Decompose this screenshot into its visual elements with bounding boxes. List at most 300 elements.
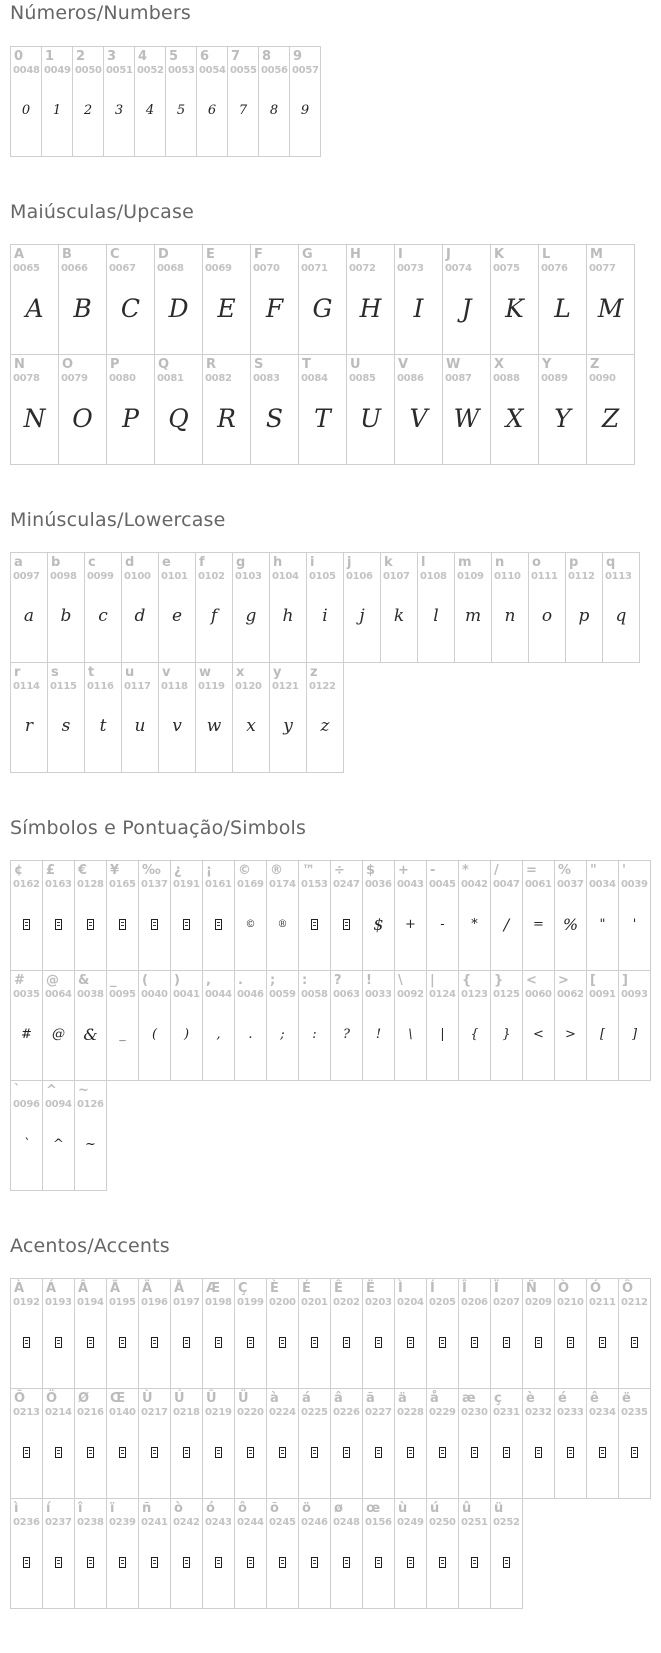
char-unicode-code: 0229 (429, 1407, 456, 1418)
char-glyph (171, 1309, 202, 1376)
char-cell (267, 1279, 299, 1389)
char-unicode-code: 0118 (161, 681, 188, 692)
char-cell (85, 663, 122, 773)
char-unicode-code: 0075 (493, 263, 520, 274)
char-glyph: " (599, 917, 606, 932)
char-unicode-code: 0174 (269, 879, 296, 890)
missing-glyph-box (567, 1337, 574, 1348)
missing-glyph-box (183, 1557, 190, 1568)
missing-glyph-box (151, 1337, 158, 1348)
missing-glyph-box (215, 1337, 222, 1348)
char-unicode-code: 0124 (429, 989, 456, 1000)
char-row (11, 1081, 651, 1191)
missing-glyph-box (439, 1337, 446, 1348)
char-label: œ (366, 1501, 381, 1516)
char-glyph: t (99, 716, 107, 736)
char-unicode-code: 0082 (205, 373, 232, 384)
char-cell (203, 245, 251, 355)
char-label: & (78, 973, 90, 988)
char-cell (587, 1389, 619, 1499)
missing-glyph-box (55, 1447, 62, 1458)
char-glyph (139, 1529, 170, 1596)
char-cell (555, 1389, 587, 1499)
char-unicode-code: 0039 (621, 879, 648, 890)
char-glyph: 9 (300, 103, 310, 118)
char-label: ä (398, 1391, 407, 1406)
char-label: b (51, 555, 61, 570)
char-unicode-code: 0201 (301, 1297, 328, 1308)
char-unicode-code: 0110 (494, 571, 521, 582)
char-label: ^ (46, 1083, 57, 1098)
char-unicode-code: 0053 (168, 65, 195, 76)
char-label: Ë (366, 1281, 375, 1296)
char-cell (418, 553, 455, 663)
missing-glyph-box (119, 919, 126, 930)
char-label: ) (174, 973, 180, 988)
missing-glyph-box (87, 1447, 94, 1458)
missing-glyph-box (151, 1557, 158, 1568)
char-label: U (350, 357, 361, 372)
char-unicode-code: 0111 (531, 571, 558, 582)
char-glyph: C (120, 294, 141, 323)
char-cell (85, 553, 122, 663)
char-unicode-code: 0206 (461, 1297, 488, 1308)
char-cell (381, 553, 418, 663)
char-cell (566, 553, 603, 663)
char-label: I (398, 247, 403, 262)
char-glyph (523, 1419, 554, 1486)
missing-glyph-box (87, 1337, 94, 1348)
char-cell (459, 971, 491, 1081)
char-unicode-code: 0087 (445, 373, 472, 384)
char-unicode-code: 0037 (557, 879, 584, 890)
char-cell (139, 861, 171, 971)
char-label: s (51, 665, 59, 680)
char-label: ó (206, 1501, 215, 1516)
missing-glyph-box (471, 1337, 478, 1348)
char-label: { (462, 973, 472, 988)
char-label: ú (430, 1501, 440, 1516)
char-cell (139, 1279, 171, 1389)
char-glyph: G (312, 294, 333, 323)
char-cell (331, 861, 363, 971)
char-cell (235, 1499, 267, 1609)
char-glyph: v (172, 716, 182, 736)
char-label: G (302, 247, 313, 262)
char-glyph: , (216, 1027, 221, 1042)
char-unicode-code: 0038 (77, 989, 104, 1000)
missing-glyph-box (23, 1557, 30, 1568)
char-unicode-code: 0199 (237, 1297, 264, 1308)
char-unicode-code: 0095 (109, 989, 136, 1000)
char-unicode-code: 0232 (525, 1407, 552, 1418)
char-unicode-code: 0248 (333, 1517, 360, 1528)
char-label: B (62, 247, 72, 262)
char-label: D (158, 247, 169, 262)
char-label: - (430, 863, 436, 878)
missing-glyph-box (23, 1447, 30, 1458)
char-unicode-code: 0213 (13, 1407, 40, 1418)
char-unicode-code: 0067 (109, 263, 136, 274)
char-glyph: [ (599, 1027, 606, 1042)
char-glyph: 5 (176, 103, 186, 118)
char-label: d (125, 555, 135, 570)
char-label: } (494, 973, 504, 988)
char-label: c (88, 555, 96, 570)
char-unicode-code: 0216 (77, 1407, 104, 1418)
char-glyph (235, 1419, 266, 1486)
char-unicode-code: 0226 (333, 1407, 360, 1418)
char-glyph: a (23, 606, 35, 626)
char-unicode-code: 0209 (525, 1297, 552, 1308)
char-cell (529, 553, 566, 663)
char-cell (427, 1499, 459, 1609)
char-unicode-code: 0119 (198, 681, 225, 692)
char-glyph: n (504, 606, 516, 626)
char-label: í (46, 1501, 51, 1516)
char-unicode-code: 0041 (173, 989, 200, 1000)
char-label: \ (398, 973, 403, 988)
missing-glyph-box (151, 1447, 158, 1458)
char-cell (43, 1081, 75, 1191)
char-unicode-code: 0086 (397, 373, 424, 384)
char-cell (171, 1499, 203, 1609)
section-title: Maiúsculas/Upcase (10, 201, 195, 223)
char-glyph: 7 (238, 103, 248, 118)
char-cell (443, 245, 491, 355)
char-label: 5 (169, 49, 179, 64)
char-unicode-code: 0211 (589, 1297, 616, 1308)
char-glyph: w (206, 716, 222, 736)
char-glyph (395, 1309, 426, 1376)
char-cell (587, 861, 619, 971)
char-glyph: q (615, 606, 627, 626)
char-cell (270, 553, 307, 663)
char-glyph (331, 1419, 362, 1486)
char-cell (344, 553, 381, 663)
char-glyph (11, 1529, 42, 1596)
char-cell (492, 553, 529, 663)
char-label: h (273, 555, 283, 570)
char-unicode-code: 0112 (568, 571, 595, 582)
missing-glyph-box (55, 1337, 62, 1348)
char-unicode-code: 0105 (309, 571, 336, 582)
char-cell (235, 1279, 267, 1389)
char-glyph (491, 1529, 522, 1596)
char-label: 7 (231, 49, 241, 64)
char-glyph: ' (632, 917, 637, 932)
char-label: P (110, 357, 120, 372)
char-unicode-code: 0123 (461, 989, 488, 1000)
charmap-section (10, 2, 661, 157)
char-glyph: F (265, 294, 284, 323)
char-cell (395, 971, 427, 1081)
char-label: Ó (590, 1281, 602, 1296)
char-glyph: - (440, 917, 445, 932)
char-label: £ (46, 863, 56, 878)
char-label: Ì (398, 1281, 403, 1296)
missing-glyph-box (311, 1447, 318, 1458)
char-glyph: d (134, 606, 146, 626)
char-glyph (267, 1309, 298, 1376)
char-unicode-code: 0219 (205, 1407, 232, 1418)
char-glyph (171, 1529, 202, 1596)
char-glyph: p (578, 606, 590, 626)
char-glyph (299, 891, 330, 958)
char-unicode-code: 0227 (365, 1407, 392, 1418)
char-unicode-code: 0238 (77, 1517, 104, 1528)
char-cell (139, 1499, 171, 1609)
char-unicode-code: 0050 (75, 65, 102, 76)
char-label: å (430, 1391, 439, 1406)
char-unicode-code: 0247 (333, 879, 360, 890)
char-unicode-code: 0246 (301, 1517, 328, 1528)
char-label: Û (206, 1391, 217, 1406)
char-glyph (171, 891, 202, 958)
char-label: % (558, 863, 572, 878)
char-glyph (75, 1529, 106, 1596)
char-glyph (75, 1419, 106, 1486)
char-cell (251, 245, 299, 355)
char-cell (139, 971, 171, 1081)
char-unicode-code: 0230 (461, 1407, 488, 1418)
char-glyph (235, 1529, 266, 1596)
missing-glyph-box (439, 1447, 446, 1458)
char-cell (196, 663, 233, 773)
char-unicode-code: 0197 (173, 1297, 200, 1308)
char-cell (233, 663, 270, 773)
char-cell (427, 1389, 459, 1499)
char-glyph (299, 1309, 330, 1376)
char-label: õ (270, 1501, 279, 1516)
char-row (11, 861, 651, 971)
char-row (11, 1499, 651, 1609)
char-cell (299, 1279, 331, 1389)
char-unicode-code: 0200 (269, 1297, 296, 1308)
char-cell (75, 861, 107, 971)
missing-glyph-box (183, 1337, 190, 1348)
char-cell (347, 245, 395, 355)
charmap-section (10, 817, 661, 1191)
char-cell (395, 1499, 427, 1609)
char-label: g (236, 555, 246, 570)
char-row (11, 553, 640, 663)
missing-glyph-box (183, 1447, 190, 1458)
char-glyph: x (246, 716, 256, 736)
char-label: ÷ (334, 863, 345, 878)
char-unicode-code: 0102 (198, 571, 225, 582)
char-glyph (459, 1419, 490, 1486)
char-cell (427, 1279, 459, 1389)
char-unicode-code: 0071 (301, 263, 328, 274)
char-unicode-code: 0033 (365, 989, 392, 1000)
char-label: ` (14, 1083, 21, 1098)
char-cell (171, 1279, 203, 1389)
char-glyph (43, 1419, 74, 1486)
char-glyph: o (541, 606, 553, 626)
char-label: q (606, 555, 616, 570)
char-cell (11, 663, 48, 773)
char-label: X (494, 357, 505, 372)
char-unicode-code: 0074 (445, 263, 472, 274)
char-label: î (78, 1501, 83, 1516)
char-unicode-code: 0090 (589, 373, 616, 384)
char-label: O (62, 357, 74, 372)
char-row (11, 1279, 651, 1389)
char-glyph: s (61, 716, 71, 736)
char-cell (171, 1389, 203, 1499)
char-label: Ä (142, 1281, 153, 1296)
char-glyph: } (502, 1027, 511, 1042)
char-unicode-code: 0065 (13, 263, 40, 274)
char-unicode-code: 0104 (272, 571, 299, 582)
char-label: K (494, 247, 505, 262)
char-label: 1 (45, 49, 55, 64)
char-cell (11, 1499, 43, 1609)
char-unicode-code: 0234 (589, 1407, 616, 1418)
char-unicode-code: 0049 (44, 65, 71, 76)
char-glyph (619, 1309, 650, 1376)
char-unicode-code: 0192 (13, 1297, 40, 1308)
char-glyph: Q (168, 404, 189, 433)
char-glyph: V (409, 404, 428, 433)
char-unicode-code: 0051 (106, 65, 133, 76)
char-cell (104, 47, 135, 157)
char-label: v (162, 665, 171, 680)
char-unicode-code: 0064 (45, 989, 72, 1000)
char-glyph: y (283, 716, 293, 736)
char-unicode-code: 0233 (557, 1407, 584, 1418)
char-glyph (171, 1419, 202, 1486)
char-glyph: N (23, 404, 46, 433)
char-cell (203, 1499, 235, 1609)
charmap-section (10, 201, 661, 465)
char-row (11, 971, 651, 1081)
char-label: N (14, 357, 25, 372)
missing-glyph-box (119, 1557, 126, 1568)
char-cell (455, 553, 492, 663)
char-cell (107, 355, 155, 465)
char-table (10, 244, 635, 465)
char-cell (619, 971, 651, 1081)
char-cell (122, 663, 159, 773)
char-cell (363, 1389, 395, 1499)
char-label: x (236, 665, 245, 680)
char-glyph: P (122, 404, 139, 433)
char-glyph: 6 (207, 103, 217, 118)
char-unicode-code: 0088 (493, 373, 520, 384)
char-glyph: u (134, 716, 146, 736)
char-cell (11, 1279, 43, 1389)
char-cell (11, 47, 42, 157)
char-label: û (462, 1501, 472, 1516)
char-unicode-code: 0069 (205, 263, 232, 274)
char-cell (363, 861, 395, 971)
char-cell (491, 355, 539, 465)
char-unicode-code: 0052 (137, 65, 164, 76)
char-glyph (11, 1419, 42, 1486)
char-unicode-code: 0097 (13, 571, 40, 582)
char-glyph: @ (52, 1027, 65, 1042)
char-label: 8 (262, 49, 272, 64)
char-glyph (331, 1529, 362, 1596)
char-unicode-code: 0076 (541, 263, 568, 274)
missing-glyph-box (599, 1447, 606, 1458)
char-unicode-code: 0194 (77, 1297, 104, 1308)
char-label: Ô (622, 1281, 634, 1296)
char-cell (203, 1389, 235, 1499)
char-glyph: Z (601, 404, 620, 433)
char-cell (107, 245, 155, 355)
char-glyph: c (98, 606, 108, 626)
char-unicode-code: 0137 (141, 879, 168, 890)
char-cell (107, 971, 139, 1081)
char-glyph: 8 (269, 103, 279, 118)
char-glyph: D (168, 294, 189, 323)
char-glyph: M (597, 294, 624, 323)
char-label: | (430, 973, 435, 988)
missing-glyph-box (119, 1447, 126, 1458)
char-label: Ø (78, 1391, 90, 1406)
char-cell (267, 971, 299, 1081)
char-cell (491, 971, 523, 1081)
char-glyph: $ (373, 914, 384, 934)
char-cell (43, 1499, 75, 1609)
missing-glyph-box (503, 1447, 510, 1458)
char-label: Â (78, 1281, 89, 1296)
char-unicode-code: 0098 (50, 571, 77, 582)
char-label: Í (430, 1281, 435, 1296)
missing-glyph-box (567, 1447, 574, 1458)
char-unicode-code: 0169 (237, 879, 264, 890)
char-glyph: ^ (53, 1137, 64, 1152)
char-glyph: * (471, 917, 478, 932)
char-unicode-code: 0207 (493, 1297, 520, 1308)
char-glyph (107, 891, 138, 958)
char-cell (11, 355, 59, 465)
char-label: ê (590, 1391, 599, 1406)
char-label: w (199, 665, 212, 680)
char-unicode-code: 0085 (349, 373, 376, 384)
missing-glyph-box (247, 1447, 254, 1458)
char-unicode-code: 0251 (461, 1517, 488, 1528)
char-label: f (199, 555, 205, 570)
char-cell (307, 553, 344, 663)
char-cell (523, 861, 555, 971)
char-cell (75, 971, 107, 1081)
char-label: ‰ (142, 863, 161, 878)
char-unicode-code: 0250 (429, 1517, 456, 1528)
missing-glyph-box (215, 1447, 222, 1458)
char-glyph: ) (183, 1027, 190, 1042)
char-label: n (495, 555, 505, 570)
char-cell (171, 861, 203, 971)
char-cell (270, 663, 307, 773)
char-label: ~ (78, 1083, 89, 1098)
char-unicode-code: 0106 (346, 571, 373, 582)
missing-glyph-box (375, 1557, 382, 1568)
char-unicode-code: 0091 (589, 989, 616, 1000)
char-cell (331, 1389, 363, 1499)
char-glyph: g (245, 606, 257, 626)
char-label: M (590, 247, 603, 262)
missing-glyph-box (503, 1337, 510, 1348)
char-label: â (334, 1391, 343, 1406)
char-glyph: j (359, 606, 365, 626)
char-unicode-code: 0083 (253, 373, 280, 384)
char-label: _ (110, 973, 117, 988)
char-unicode-code: 0242 (173, 1517, 200, 1528)
